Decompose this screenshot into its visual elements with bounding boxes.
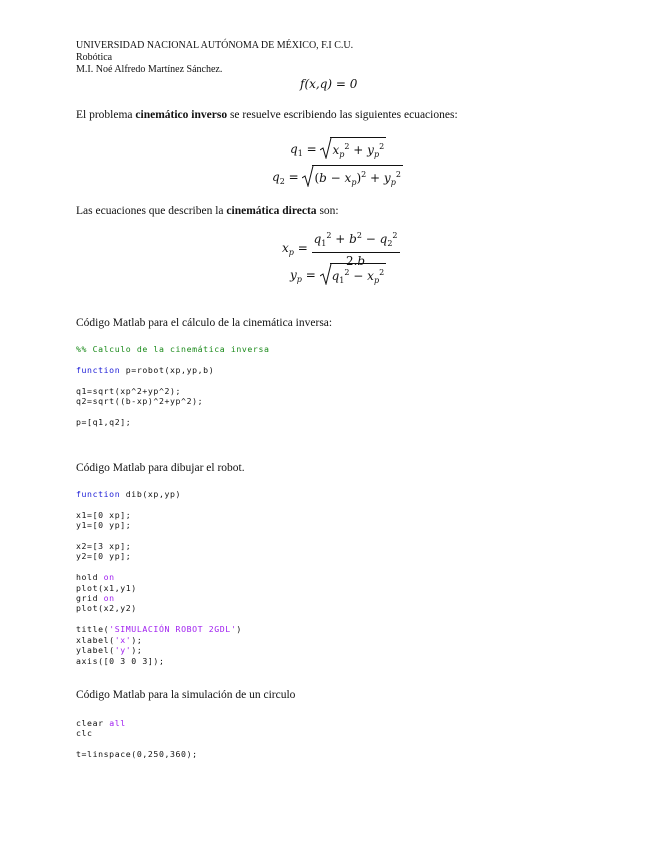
code-axis: axis([0 3 0 3]); xyxy=(76,655,165,666)
equation-yp: $y_p$ = $q_1^2 - x_p^2$ xyxy=(290,263,386,288)
code-on: on xyxy=(103,593,115,604)
code-line-q1: q1=sqrt(xp^2+yp^2); xyxy=(76,385,182,396)
paragraph-matlab-circle: Código Matlab para la simulación de un circulo xyxy=(76,689,296,701)
code-line-x1: x1=[0 xp]; xyxy=(76,509,132,520)
code-block-circle xyxy=(76,718,198,760)
code-plot2: plot(x2,y2) xyxy=(76,603,137,614)
code-on: on xyxy=(103,572,115,583)
equation-xp: $x_p$ = $\frac{q_1^2 + b^2 - q_2^2}{2.b}$ xyxy=(282,231,398,268)
text-inverse-bold: cinemático inverso xyxy=(135,109,228,121)
code-block-inverse xyxy=(76,344,270,427)
code-line-y1: y1=[0 yp]; xyxy=(76,520,132,531)
code-clc: clc xyxy=(76,728,93,739)
sqrt-symbol-q1: $x_p^2 + y_p^2$ xyxy=(320,137,386,162)
code-hold: hold xyxy=(76,572,104,583)
header-author: M.I. Noé Alfredo Martínez Sánchez. xyxy=(76,64,223,75)
code-xlabel-pre: xlabel( xyxy=(76,634,115,645)
code-function-signature: p=robot(xp,yp,b) xyxy=(120,364,215,375)
code-clear: clear xyxy=(76,718,110,728)
code-plot1: plot(x1,y1) xyxy=(76,582,137,593)
paragraph-direct xyxy=(76,204,339,218)
equation-q1: $q_1$ = $x_p^2 + y_p^2$ xyxy=(290,137,386,162)
code-title-post: ) xyxy=(236,624,242,635)
sqrt-symbol-q2: $(b - x_p)^2 + y_p^2$ xyxy=(302,165,402,190)
text-direct-post: son: xyxy=(316,205,339,217)
code-line-x2: x2=[3 xp]; xyxy=(76,541,132,552)
code-xlabel-string: 'x' xyxy=(114,634,132,645)
code-keyword-function: function xyxy=(76,364,121,375)
text-inverse-post: se resuelve escribiendo las siguientes ecuaciones: xyxy=(227,109,458,121)
code-title-pre: title( xyxy=(76,624,110,635)
code-block-draw xyxy=(76,489,242,666)
code-line-q2: q2=sqrt((b-xp)^2+yp^2); xyxy=(76,396,204,407)
code-function-signature: dib(xp,yp) xyxy=(120,489,182,499)
code-xlabel-post: ); xyxy=(131,634,143,645)
code-ylabel-post: ); xyxy=(131,645,143,656)
code-keyword-function: function xyxy=(76,489,121,499)
code-comment: %% Calculo de la cinemática inversa xyxy=(76,344,270,354)
paragraph-inverse xyxy=(76,108,458,122)
code-all: all xyxy=(109,718,126,728)
paragraph-matlab-draw: Código Matlab para dibujar el robot. xyxy=(76,462,245,474)
code-line-y2: y2=[0 yp]; xyxy=(76,551,132,562)
code-grid: grid xyxy=(76,593,104,604)
code-line-p: p=[q1,q2]; xyxy=(76,416,132,427)
code-ylabel-pre: ylabel( xyxy=(76,645,115,656)
code-linspace: t=linspace(0,250,360); xyxy=(76,749,198,760)
code-title-string: 'SIMULACIÓN ROBOT 2GDL' xyxy=(109,624,237,635)
code-ylabel-string: 'y' xyxy=(114,645,132,656)
equation-fxq: f(x,q) = 0 xyxy=(300,77,358,91)
text-direct-pre: Las ecuaciones que describen la xyxy=(76,205,227,217)
paragraph-matlab-inverse: Código Matlab para el cálculo de la cinemática inversa: xyxy=(76,317,333,329)
equation-q2: $q_2$ = $(b - x_p)^2 + y_p^2$ xyxy=(272,165,403,190)
text-direct-bold: cinemática directa xyxy=(226,205,317,217)
header-course: Robótica xyxy=(76,52,113,63)
sqrt-symbol-yp: $q_1^2 - x_p^2$ xyxy=(320,263,387,288)
text-inverse-pre: El problema xyxy=(76,109,136,121)
header-institution: UNIVERSIDAD NACIONAL AUTÓNOMA DE MÉXICO, F.I C.U. xyxy=(76,40,354,51)
